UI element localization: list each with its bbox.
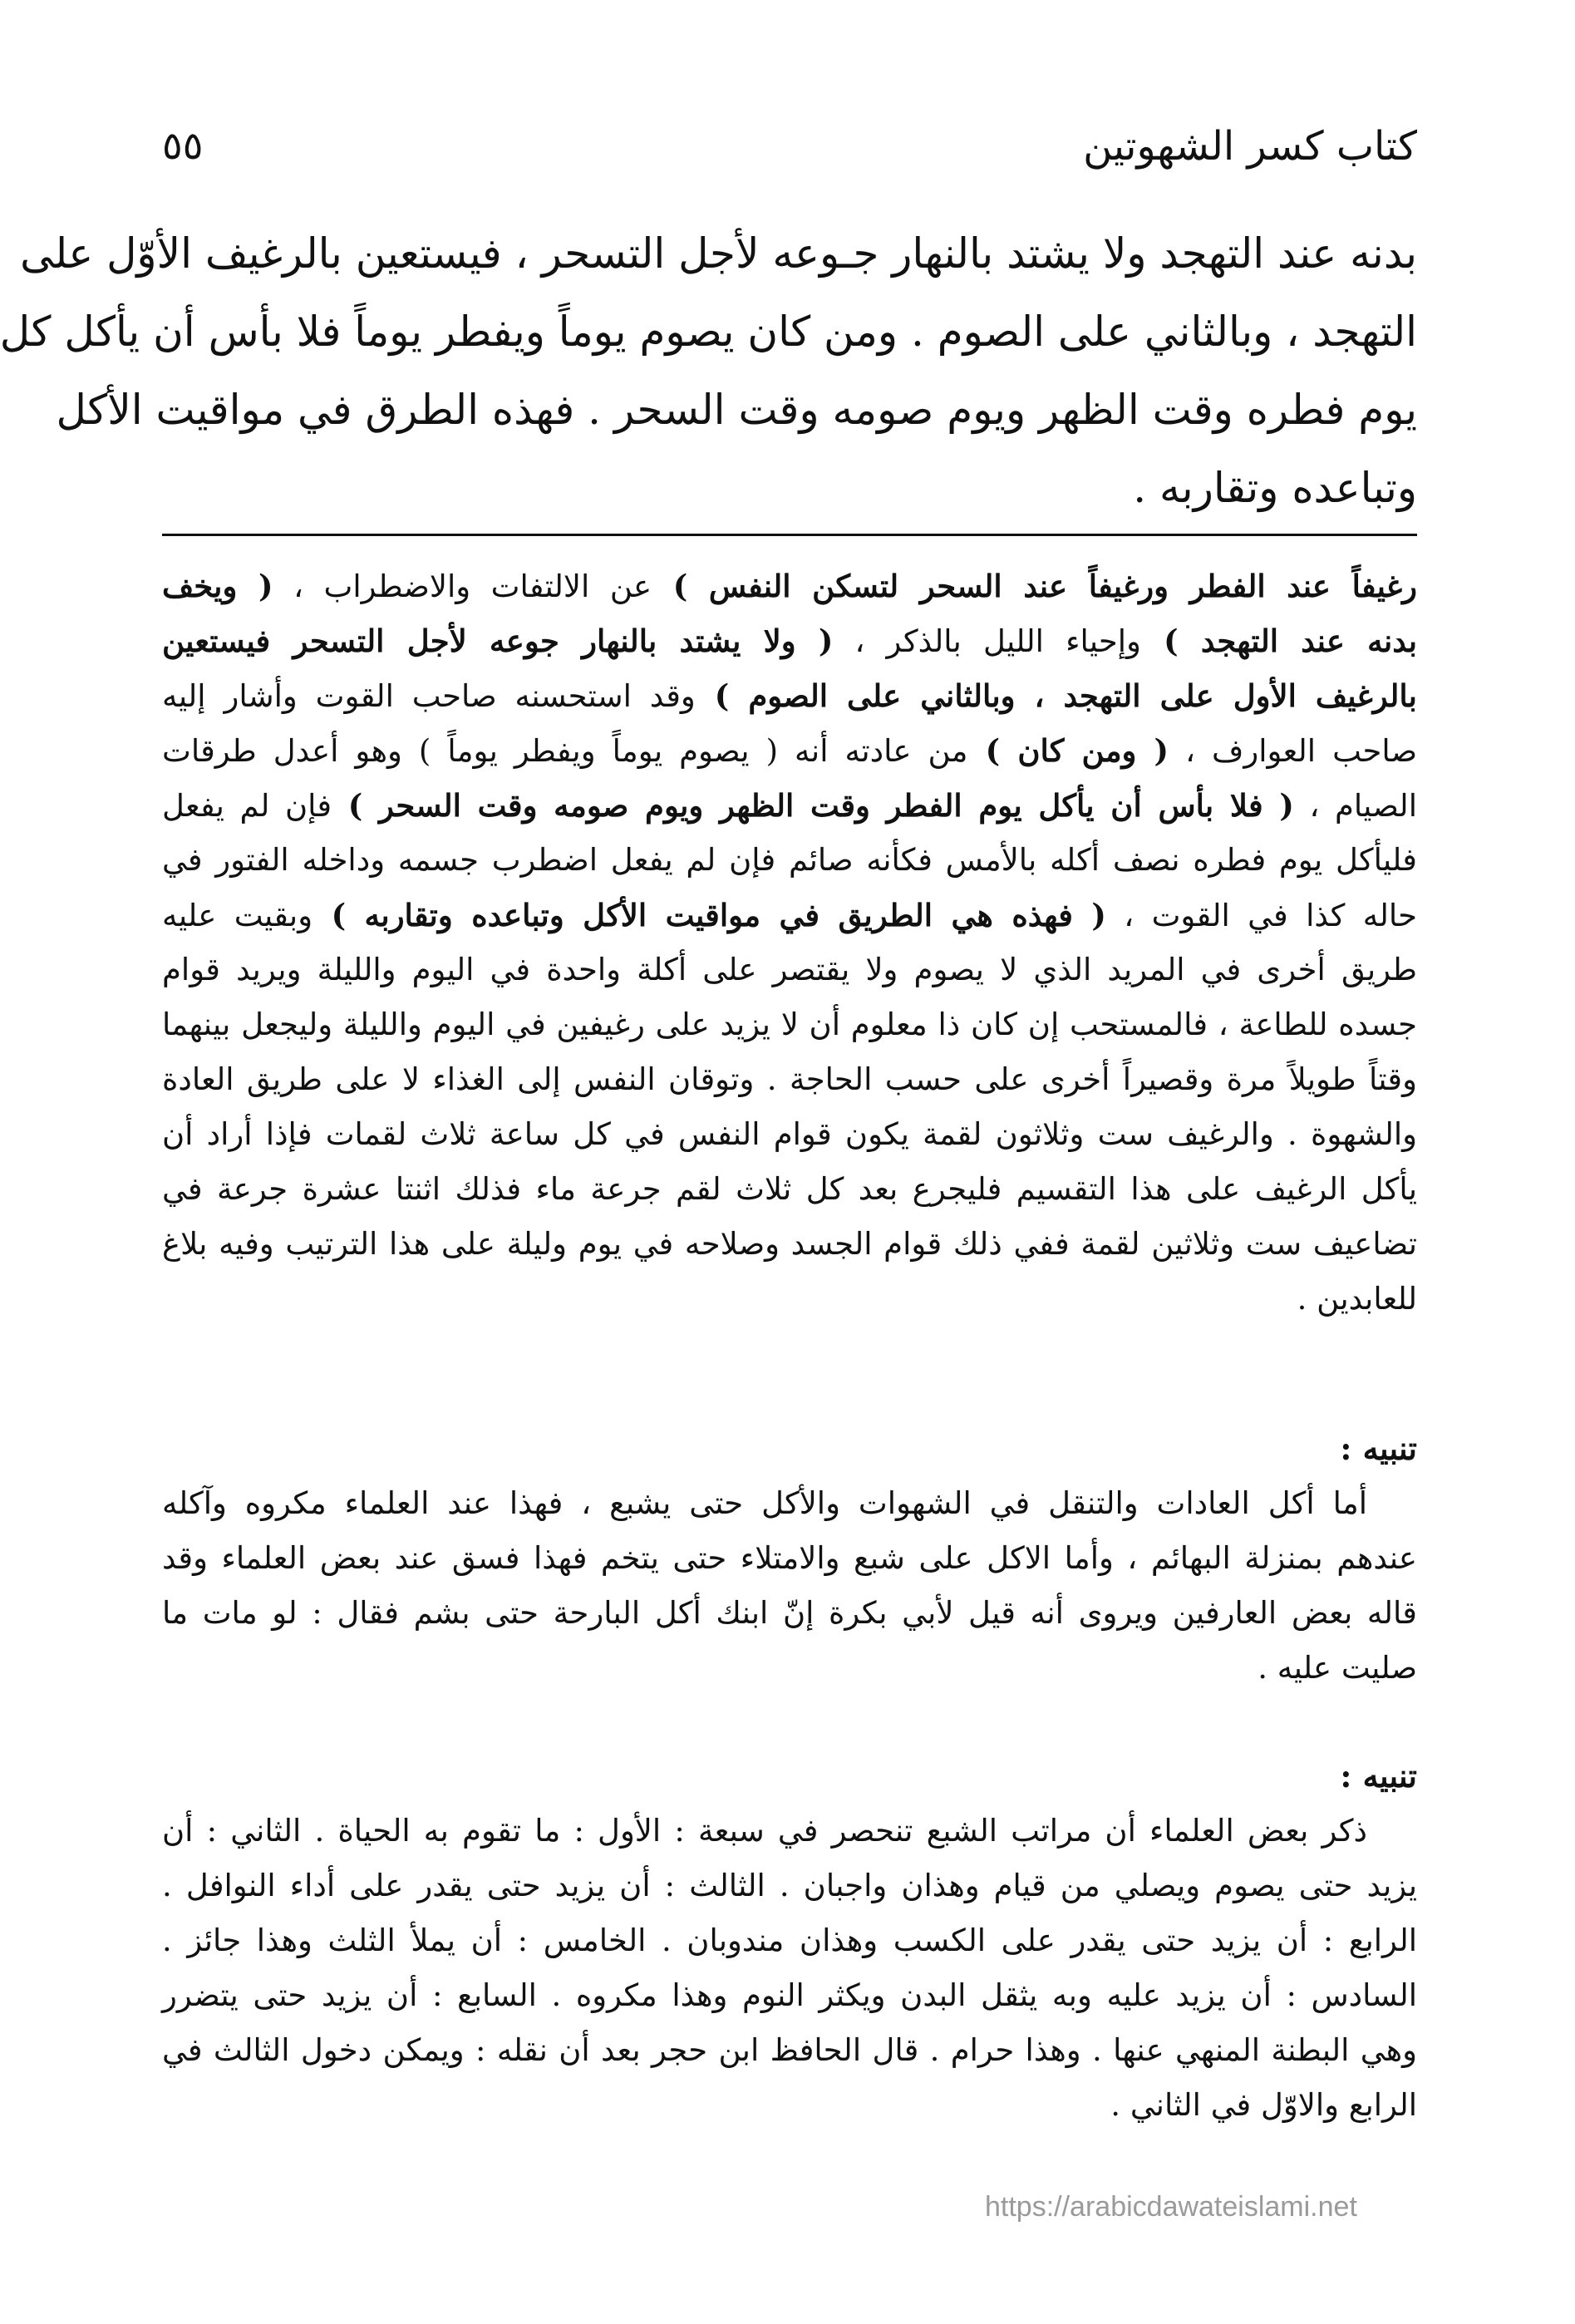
main-line: بدنه عند التهجد ولا يشتد بالنهار جـوعه لأجل التسحر ، فيستعين بالرغيف الأوّل على xyxy=(20,229,1417,278)
note-line: الرابع : أن يزيد حتى يقدر على الكسب وهذان مندوبان . الخامس : أن يملأ الثلث وهذا جائز . xyxy=(162,1923,1417,1958)
commentary-text: من عادته أنه ( يصوم يوماً ويفطر يوماً ) وهو أعدل طرقات xyxy=(162,733,968,769)
quoted-text: رغيفاً عند الفطر ورغيفاً عند السحر لتسكن النفس ) xyxy=(652,568,1417,604)
commentary-text: جسده للطاعة ، فالمستحب إن كان ذا معلوم أن لا يزيد على رغيفين في اليوم والليلة وليجعل بينهما xyxy=(162,1007,1417,1042)
note-line: ذكر بعض العلماء أن مراتب الشبع تنحصر في سبعة : الأول : ما تقوم به الحياة . الثاني : أن xyxy=(162,1813,1367,1849)
note-line: صليت عليه . xyxy=(1258,1650,1417,1686)
commentary-text: حاله كذا في القوت ، xyxy=(1105,898,1418,933)
main-line: يوم فطره وقت الظهر ويوم صومه وقت السحر . فهذه الطرق في مواقيت الأكل xyxy=(56,386,1417,434)
main-line: التهجد ، وبالثاني على الصوم . ومن كان يصوم يوماً ويفطر يوماً فلا بأس أن يأكل كل xyxy=(0,308,1417,356)
commentary-line xyxy=(162,997,1417,1052)
commentary-line xyxy=(162,1052,1417,1107)
commentary-text: والشهوة . والرغيف ست وثلاثون لقمة يكون قوام النفس في كل ساعة ثلاث لقمات فإذا أراد أن xyxy=(162,1116,1417,1152)
commentary-text: وإحياء الليل بالذكر ، xyxy=(833,623,1141,659)
commentary-text: فليأكل يوم فطره نصف أكله بالأمس فكأنه صائم فإن لم يفعل اضطرب جسمه وداخله الفتور في xyxy=(162,842,1417,878)
page-header xyxy=(162,123,1417,181)
commentary-line xyxy=(162,1107,1417,1162)
note-line: السادس : أن يزيد عليه وبه يثقل البدن ويكثر النوم وهذا مكروه . السابع : أن يزيد حتى يتضرر xyxy=(162,1977,1417,2013)
commentary-line xyxy=(162,833,1417,888)
quoted-text: ( ولا يشتد بالنهار جوعه لأجل التسحر فيستعين xyxy=(162,623,834,659)
divider-rule xyxy=(162,534,1417,536)
commentary-line xyxy=(162,613,1417,668)
commentary-line xyxy=(162,778,1417,833)
main-line: وتباعده وتقاربه . xyxy=(1133,464,1417,512)
commentary-text: تضاعيف ست وثلاثين لقمة ففي ذلك قوام الجسد وصلاحه في يوم وليلة على هذا الترتيب وفيه بلاغ xyxy=(162,1226,1417,1262)
note-heading: تنبيه : xyxy=(1340,1757,1417,1795)
note-line: عندهم بمنزلة البهائم ، وأما الاكل على شبع والامتلاء حتى يتخم فهذا فسق عند بعض العلماء وقد xyxy=(162,1540,1417,1576)
commentary xyxy=(162,559,1417,1327)
note-heading: تنبيه : xyxy=(1340,1430,1417,1467)
commentary-text: يأكل الرغيف على هذا التقسيم فليجرع بعد كل ثلاث لقم جرعة ماء فذلك اثنتا عشرة جرعة في xyxy=(162,1171,1417,1207)
book-title: كتاب كسر الشهوتين xyxy=(1083,123,1417,170)
commentary-text: للعابدين . xyxy=(1297,1281,1417,1317)
quoted-text: بالرغيف الأول على التهجد ، وبالثاني على الصوم ) xyxy=(695,677,1417,714)
quoted-text: ( ومن كان ) xyxy=(967,732,1169,769)
commentary-text: وقتاً طويلاً مرة وقصيراً أخرى على حسب الحاجة . وتوقان النفس إلى الغذاء لا على طريق العادة xyxy=(162,1061,1417,1097)
quoted-text: ( ويخف xyxy=(162,568,273,604)
watermark-url: https://arabicdawateislami.net xyxy=(985,2191,1357,2223)
commentary-line xyxy=(162,888,1417,943)
note-section-2 xyxy=(162,1749,1417,2133)
note-line: الرابع والاوّل في الثاني . xyxy=(1110,2087,1417,2123)
commentary-text: صاحب العوارف ، xyxy=(1169,733,1418,769)
commentary-line xyxy=(162,1217,1417,1272)
note-line: قاله بعض العارفين ويروى أنه قيل لأبي بكرة إنّ ابنك أكل البارحة حتى بشم فقال : لو مات ما xyxy=(162,1595,1417,1631)
commentary-line xyxy=(162,943,1417,997)
commentary-line xyxy=(162,1272,1417,1327)
commentary-text: وقد استحسنه صاحب القوت وأشار إليه xyxy=(162,678,696,714)
note-line: وهي البطنة المنهي عنها . وهذا حرام . قال الحافظ ابن حجر بعد أن نقله : ويمكن دخول الثالث في xyxy=(162,2032,1417,2068)
quoted-text: ( فلا بأس أن يأكل يوم الفطر وقت الظهر ويوم صومه وقت السحر ) xyxy=(332,787,1294,824)
quoted-text: بدنه عند التهجد ) xyxy=(1140,623,1417,659)
page-number: ٥٥ xyxy=(162,123,204,168)
commentary-text: الصيام ، xyxy=(1293,788,1417,824)
commentary-line xyxy=(162,559,1417,613)
main-text xyxy=(0,214,1417,527)
commentary-text: عن الالتفات والاضطراب ، xyxy=(273,569,652,604)
commentary-line xyxy=(162,668,1417,723)
note-line: يزيد حتى يصوم ويصلي من قيام وهذان واجبان . الثالث : أن يزيد حتى يقدر على أداء النوافل . xyxy=(162,1868,1417,1903)
commentary-line xyxy=(162,723,1417,778)
note-line: أما أكل العادات والتنقل في الشهوات والأكل حتى يشبع ، فهذا عند العلماء مكروه وآكله xyxy=(162,1485,1367,1521)
commentary-text: فإن لم يفعل xyxy=(162,788,332,824)
commentary-text: طريق أخرى في المريد الذي لا يصوم ولا يقتصر على أكلة واحدة في اليوم والليلة ويريد قوام xyxy=(162,952,1417,987)
note-section-1 xyxy=(162,1421,1417,1696)
commentary-text: وبقيت عليه xyxy=(162,898,313,933)
quoted-text: ( فهذه هي الطريق في مواقيت الأكل وتباعده وتقاربه ) xyxy=(313,897,1106,933)
commentary-line xyxy=(162,1162,1417,1217)
